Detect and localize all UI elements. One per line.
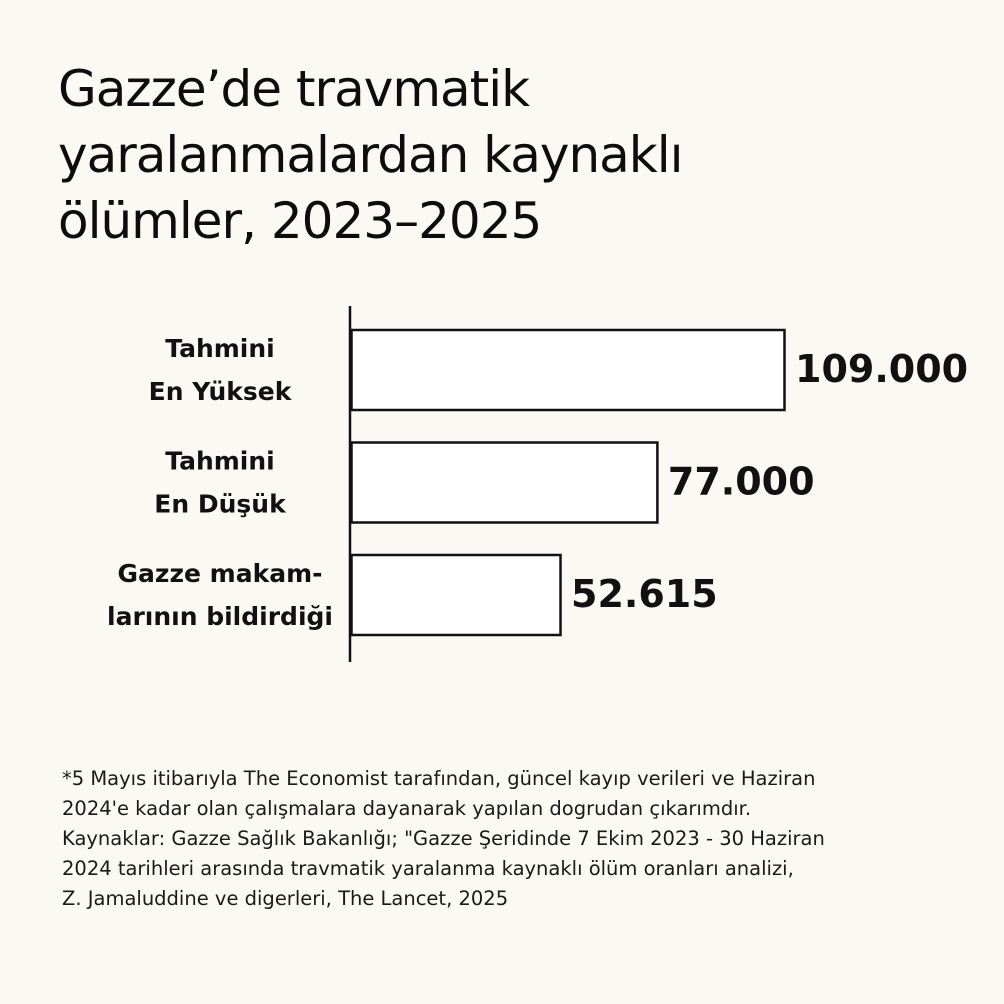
footnote (62, 764, 972, 914)
chart-title (58, 56, 958, 254)
bar-2 (352, 443, 658, 523)
title-line-2: yaralanmalardan kaynaklı (58, 126, 683, 184)
footnote-line-2: 2024'e kadar olan çalışmalara dayanarak yapılan dogrudan çıkarımdır. (62, 797, 752, 820)
value-label-1: 109.000 (795, 347, 969, 391)
footnote-line-1: *5 Mayıs itibarıyla The Economist tarafından, güncel kayıp verileri ve Haziran (62, 767, 816, 790)
title-line-3: ölümler, 2023–2025 (58, 192, 542, 250)
category-label-2-line-1: Tahmini (165, 446, 275, 476)
category-label-3-line-2: larının bildirdiği (107, 602, 333, 631)
category-label-2-line-2: En Düşük (154, 489, 286, 519)
footnote-line-3: Kaynaklar: Gazze Sağlık Bakanlığı; "Gazze Şeridinde 7 Ekim 2023 - 30 Haziran (62, 827, 825, 850)
bar-3 (352, 555, 561, 635)
title-line-1: Gazze’de travmatik (58, 60, 530, 118)
category-label-1-line-2: En Yüksek (148, 377, 292, 406)
footnote-line-5: Z. Jamaluddine ve digerleri, The Lancet, 2025 (62, 887, 509, 910)
bar-chart (0, 290, 1004, 670)
category-label-3-line-1: Gazze makam- (117, 559, 323, 588)
category-label-1-line-1: Tahmini (165, 334, 275, 363)
value-label-3: 52.615 (571, 572, 718, 616)
bar-1 (352, 330, 785, 410)
value-label-2: 77.000 (667, 459, 815, 504)
footnote-line-4: 2024 tarihleri arasında travmatik yaralanma kaynaklı ölüm oranları analizi, (62, 857, 794, 880)
